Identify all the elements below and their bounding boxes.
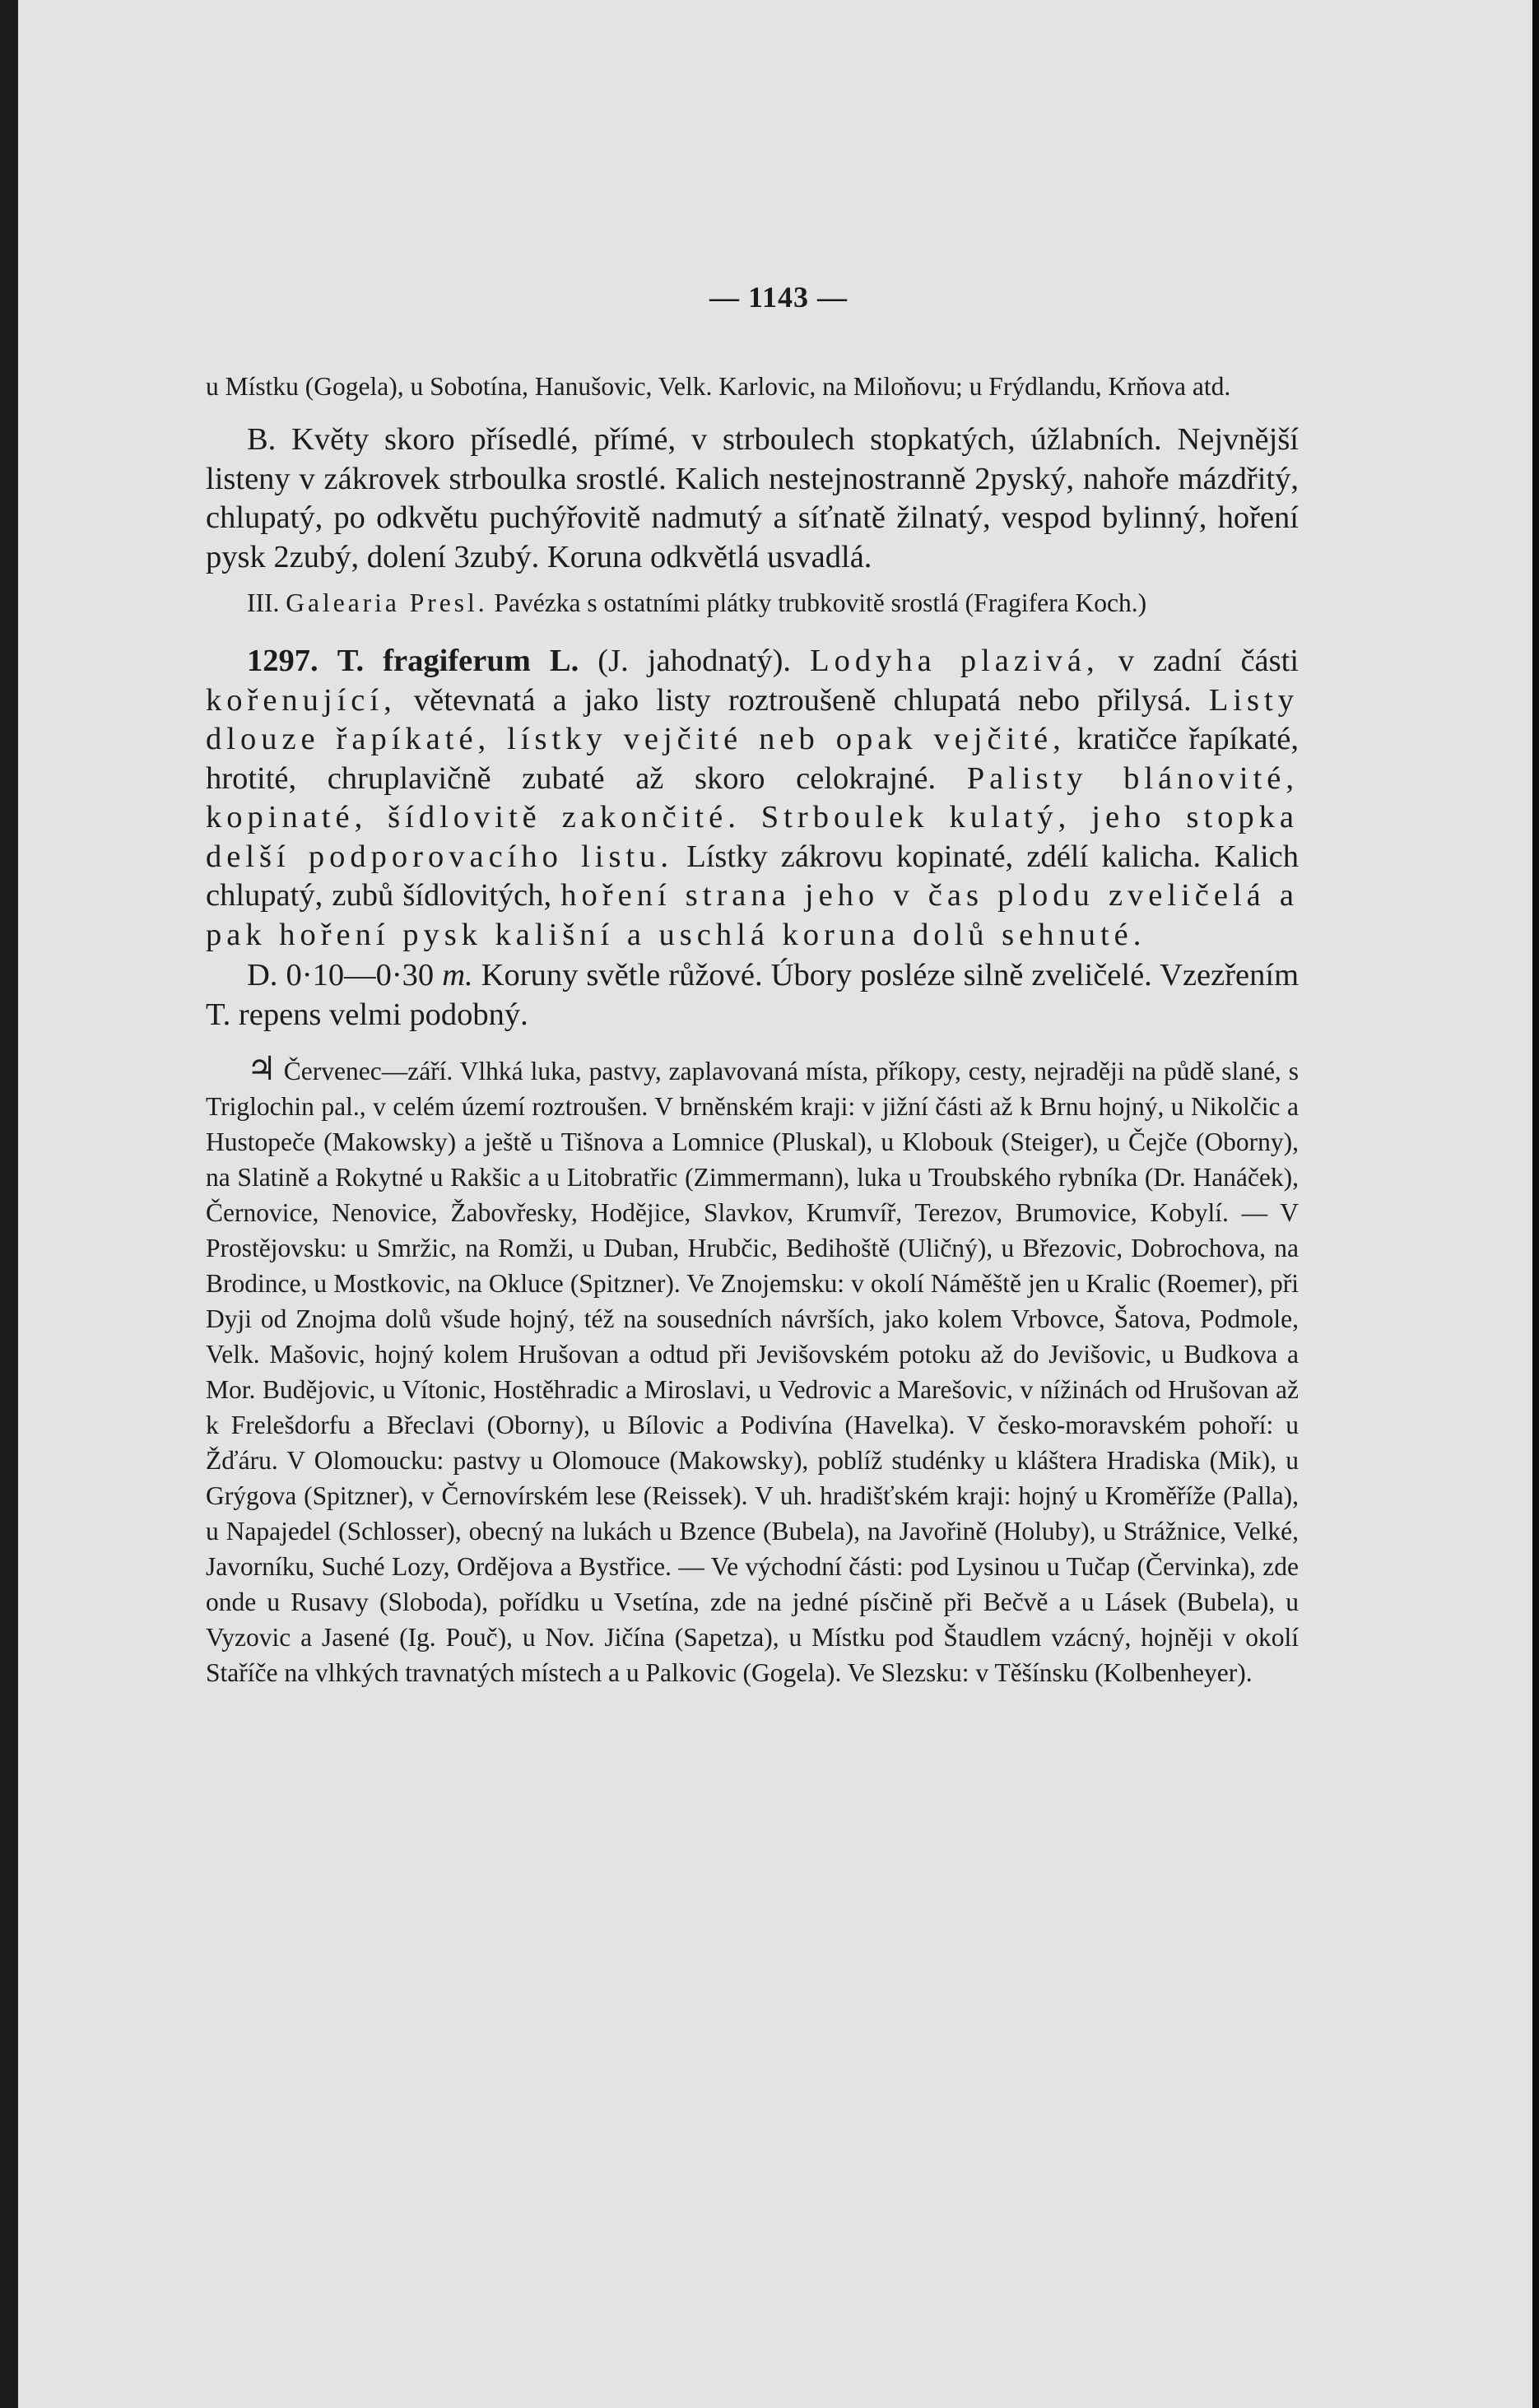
text-column [206, 369, 1299, 1690]
stipules-description: Palisty blánovité, kopinaté, šídlovitě zakončité. Strboulek kulatý, jeho stopka delší podporovacího listu. [206, 760, 1300, 874]
distribution-paragraph [206, 1051, 1299, 1690]
page-edge-shadow [1532, 0, 1539, 2408]
species-number: 1297. [247, 644, 318, 678]
species-common-name: (J. jahodnatý). [597, 644, 792, 678]
section-iii-numeral: III. [247, 588, 280, 617]
dimension-unit: m. [442, 958, 473, 992]
dimension-label: D. [247, 958, 278, 992]
section-b-letter: B. [247, 422, 277, 457]
stem-description: Lodyha plazivá, [810, 644, 1100, 678]
root-description: kořenující, [206, 682, 397, 718]
book-page [18, 0, 1539, 2408]
section-iii-genus: Galearia Presl. [286, 588, 488, 617]
section-b-paragraph [206, 421, 1299, 577]
species-paragraph [206, 642, 1299, 955]
branching-detail: větevnatá a jako listy roztroušeně chlupatá nebo přilysá. [413, 682, 1192, 718]
fruit-description: hoření strana jeho v čas plodu zveličelá a pak hoření pysk kališní a uschlá koruna dolů sehnuté. [206, 878, 1300, 952]
species-name: T. fragiferum L. [337, 644, 579, 678]
leaves-detail: kratičce řapíkaté, hrotité, chruplavičně zubaté až skoro celokrajné. [206, 722, 1300, 796]
flower-notes: Koruny světle růžové. Úbory posléze silně zveličelé. Vzezřením T. repens velmi podobný. [206, 958, 1300, 1032]
section-iii-paragraph [206, 585, 1299, 621]
perennial-symbol-icon: ♃ [247, 1050, 277, 1087]
involucre-detail: Lístky zákrovu kopinaté, zdélí kalicha. Kalich chlupatý, zubů šídlovitých, [206, 839, 1299, 913]
page-number: — 1143 — [709, 281, 848, 314]
dimension-paragraph [206, 956, 1299, 1034]
stem-detail: v zadní části [1118, 644, 1300, 678]
section-b-text: Květy skoro přísedlé, přímé, v strboulech stopkatých, úžlabních. Nejvnější listeny v zákrovek strboulka srostlé. Kalich nestejnostranně 2pyský, nahoře mázdřitý, chlupatý, po odkvětu puchýřovitě nadmutý a síťnatě žilnatý, vespod bylinný, hoření pysk 2zubý, dolení 3zubý. Koruna odkvětlá usvadlá. [206, 422, 1300, 574]
leaves-description: Listy dlouze řapíkaté, lístky vejčité neb opak vejčité, [206, 682, 1299, 756]
dimension-value: 0·10—0·30 [286, 958, 435, 992]
intro-paragraph: u Místku (Gogela), u Sobotína, Hanušovic, Velk. Karlovic, na Miloňovu; u Frýdlandu, Krňova atd. [206, 372, 1231, 401]
distribution-text: Červenec—září. Vlhká luka, pastvy, zaplavovaná místa, příkopy, cesty, nejraději na půdě slané, s Triglochin pal., v celém území roztroušen. V brněnském kraji: v jižní části až k Brnu hojný, u Nikolčic a Hustopeče (Makowsky) a ještě u Tišnova a Lomnice (Pluskal), u Klobouk (Steiger), u Čejče (Oborny), na Slatině a Rokytné u Rakšic a u Litobratřic (Zimmermann), luka u Troubského rybníka (Dr. Hanáček), Černovice, Nenovice, Žabovřesky, Hodějice, Slavkov, Krumvíř, Terezov, Brumovice, Kobylí. — V Prostějovsku: u Smržic, na Romži, u Duban, Hrubčic, Bedihoště (Uličný), u Březovic, Dobrochova, na Brodince, u Mostkovic, na Okluce (Spitzner). Ve Znojemsku: v okolí Náměště jen u Kralic (Roemer), při Dyji od Znojma dolů všude hojný, též na sousedních návrších, jako kolem Vrbovce, Šatova, Podmole, Velk. Mašovic, hojný kolem Hrušovan a odtud při Jevišovském potoku až do Jevišovic, u Budkova a Mor. Budějovic, u Vítonic, Hostěhradic a Miroslavi, u Vedrovic a Marešovic, v nížinách od Hrušovan až k Frelešdorfu a Břeclavi (Oborny), u Bílovic a Podivína (Havelka). V česko-moravském pohoří: u Žďáru. V Olomoucku: pastvy u Olomouce (Makowsky), poblíž studénky u kláštera Hradiska (Mik), u Grýgova (Spitzner), v Černovírském lese (Reissek). V uh. hradišťském kraji: hojný u Kroměříže (Palla), u Napajedel (Schlosser), obecný na lukách u Bzence (Bubela), na Javořině (Holuby), u Strážnice, Velké, Javorníku, Suché Lozy, Ordějova a Bystřice. — Ve východní části: pod Lysinou u Tučap (Červinka), zde onde u Rusavy (Sloboda), pořídku u Vsetína, zde na jedné písčině při Bečvě a u Lásek (Bubela), u Vyzovic a Jasené (Ig. Pouč), u Nov. Jičína (Sapetza), u Místku pod Štaudlem vzácný, hojněji v okolí Staříče na vlhkých travnatých místech a u Palkovic (Gogela). Ve Slezsku: v Těšínsku (Kolbenheyer). [206, 1057, 1299, 1687]
section-iii-text: Pavézka s ostatními plátky trubkovitě srostlá (Fragifera Koch.) [494, 588, 1147, 617]
